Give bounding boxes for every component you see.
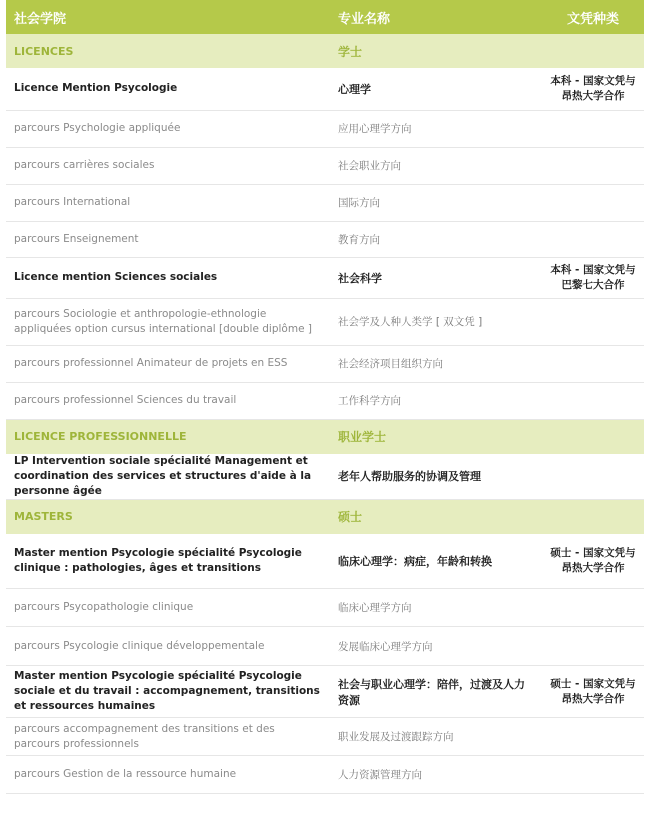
programs-table [6, 0, 644, 794]
diploma-type [542, 499, 644, 534]
diploma-type [542, 34, 644, 68]
diploma-type [542, 627, 644, 666]
table-row [6, 589, 644, 627]
table-row [6, 345, 644, 382]
diploma-type [542, 345, 644, 382]
diploma-type [542, 454, 644, 500]
diploma-type: 硕士 - 国家文凭与昂热大学合作 [542, 666, 644, 718]
header-faculty: 社会学院 [6, 0, 330, 34]
program-name-cn: 社会与职业心理学：陪伴，过渡及人力资源 [330, 666, 542, 718]
program-name-fr: parcours International [6, 184, 330, 221]
header-program-name: 专业名称 [330, 0, 542, 34]
section-row [6, 499, 644, 534]
program-name-cn: 教育方向 [330, 221, 542, 257]
diploma-type [542, 221, 644, 257]
program-name-cn: 国际方向 [330, 184, 542, 221]
table-row [6, 221, 644, 257]
diploma-type [542, 147, 644, 184]
table-row [6, 110, 644, 147]
program-name-fr: parcours accompagnement des transitions et des parcours professionnels [6, 718, 330, 756]
program-name-cn: 硕士 [330, 499, 542, 534]
diploma-type [542, 718, 644, 756]
table-row [6, 147, 644, 184]
program-name-fr: parcours Gestion de la ressource humaine [6, 756, 330, 794]
table-row [6, 257, 644, 298]
diploma-type [542, 298, 644, 345]
table-row [6, 184, 644, 221]
table-row [6, 718, 644, 756]
diploma-type: 本科 - 国家文凭与昂热大学合作 [542, 68, 644, 110]
header-diploma-type: 文凭种类 [542, 0, 644, 34]
program-name-fr: parcours professionnel Animateur de projets en ESS [6, 345, 330, 382]
program-name-cn: 社会科学 [330, 257, 542, 298]
program-name-fr: parcours Enseignement [6, 221, 330, 257]
program-name-fr: LP Intervention sociale spécialité Management et coordination des services et structures d'aide à la personne âgée [6, 454, 330, 500]
program-name-fr: parcours professionnel Sciences du travail [6, 382, 330, 419]
program-name-cn: 老年人帮助服务的协调及管理 [330, 454, 542, 500]
program-name-fr: parcours carrières sociales [6, 147, 330, 184]
program-name-cn: 社会学及人种人类学 [ 双文凭 ] [330, 298, 542, 345]
program-name-fr: Licence mention Sciences sociales [6, 257, 330, 298]
program-name-fr: LICENCES [6, 34, 330, 68]
program-name-cn: 临床心理学：病症，年龄和转换 [330, 534, 542, 589]
program-name-cn: 临床心理学方向 [330, 589, 542, 627]
section-row [6, 34, 644, 68]
program-name-fr: Master mention Psycologie spécialité Psycologie clinique : pathologies, âges et transitions [6, 534, 330, 589]
table-row [6, 534, 644, 589]
program-name-fr: Licence Mention Psycologie [6, 68, 330, 110]
table-row [6, 298, 644, 345]
program-name-cn: 应用心理学方向 [330, 110, 542, 147]
table-header [6, 0, 644, 34]
program-name-fr: LICENCE PROFESSIONNELLE [6, 419, 330, 454]
program-name-fr: parcours Psycologie clinique développementale [6, 627, 330, 666]
program-name-cn: 职业学士 [330, 419, 542, 454]
program-name-cn: 心理学 [330, 68, 542, 110]
program-name-cn: 社会经济项目组织方向 [330, 345, 542, 382]
diploma-type [542, 382, 644, 419]
diploma-type [542, 756, 644, 794]
diploma-type: 硕士 - 国家文凭与昂热大学合作 [542, 534, 644, 589]
program-name-cn: 职业发展及过渡跟踪方向 [330, 718, 542, 756]
program-name-cn: 学士 [330, 34, 542, 68]
diploma-type [542, 110, 644, 147]
section-row [6, 419, 644, 454]
program-name-cn: 发展临床心理学方向 [330, 627, 542, 666]
table-row [6, 454, 644, 500]
program-name-fr: parcours Sociologie et anthropologie-ethnologie appliquées option cursus international [double diplôme ] [6, 298, 330, 345]
diploma-type [542, 184, 644, 221]
table-row [6, 68, 644, 110]
program-name-fr: Master mention Psycologie spécialité Psycologie sociale et du travail : accompagnement, transitions et ressources humaines [6, 666, 330, 718]
program-name-cn: 社会职业方向 [330, 147, 542, 184]
diploma-type: 本科 - 国家文凭与巴黎七大合作 [542, 257, 644, 298]
program-name-fr: MASTERS [6, 499, 330, 534]
diploma-type [542, 419, 644, 454]
table-row [6, 756, 644, 794]
table-row [6, 382, 644, 419]
program-name-cn: 工作科学方向 [330, 382, 542, 419]
table-row [6, 666, 644, 718]
program-name-fr: parcours Psychologie appliquée [6, 110, 330, 147]
table-body [6, 34, 644, 794]
program-name-cn: 人力资源管理方向 [330, 756, 542, 794]
table-row [6, 627, 644, 666]
diploma-type [542, 589, 644, 627]
program-name-fr: parcours Psycopathologie clinique [6, 589, 330, 627]
